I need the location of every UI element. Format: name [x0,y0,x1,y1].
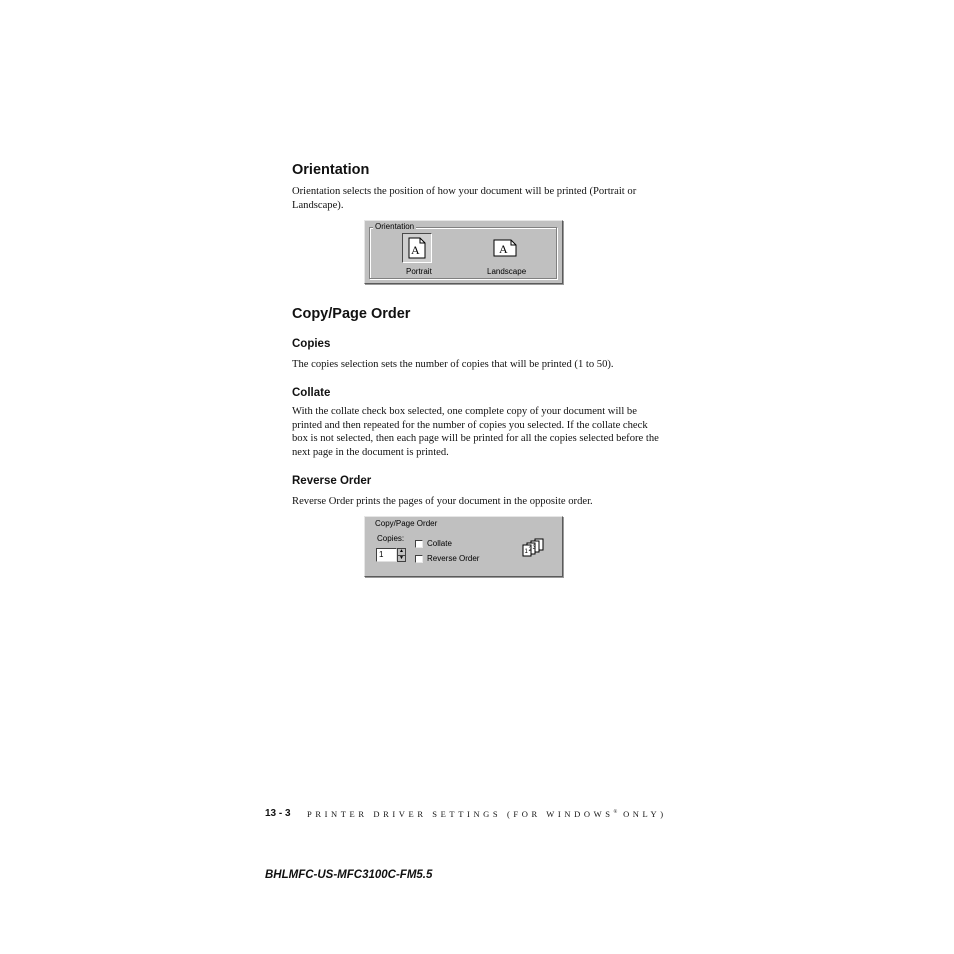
orientation-group-label: Orientation [375,222,415,231]
subheading-reverse-order: Reverse Order [292,475,372,487]
orientation-dialog [364,220,563,284]
subheading-collate: Collate [292,387,331,399]
copies-input[interactable]: 1 [376,548,397,562]
copy-page-order-group-label: Copy/Page Order [375,519,438,528]
subheading-copies: Copies [292,338,331,350]
collate-label: Collate [427,539,452,548]
chapter-title-text: PRINTER DRIVER SETTINGS (FOR WINDOWS [307,809,614,819]
svg-text:1: 1 [524,549,528,555]
chapter-title [307,809,667,819]
collate-description: With the collate check box selected, one complete copy of your document will be printed and then repeated for the number of copies you selected. If the collate check box is not selected, then each page will be printed for all the copies selected before the next page in the document is printed. [292,406,659,458]
portrait-page-icon [408,237,426,259]
svg-text:A: A [499,242,508,256]
chapter-title-end: ONLY) [617,809,667,819]
reverse-order-checkbox[interactable] [415,555,423,563]
page-number: 13 - 3 [265,808,291,819]
spinner-down-arrow-icon[interactable]: ▼ [399,554,404,561]
reverse-order-description: Reverse Order prints the pages of your document in the opposite order. [292,496,593,507]
svg-text:A: A [411,243,420,257]
orientation-description: Orientation selects the position of how your document will be printed (Portrait or Landscape). [292,186,637,211]
copies-spinner[interactable] [397,548,406,562]
section-heading-copy-page-order: Copy/Page Order [292,306,411,322]
copies-label: Copies: [377,534,405,543]
landscape-page-icon [493,239,517,257]
portrait-button[interactable] [402,233,432,263]
copy-page-order-dialog [364,516,563,577]
landscape-label: Landscape [487,267,527,276]
orientation-groupbox [369,227,557,279]
collated-pages-icon [521,538,545,558]
registered-mark: ® [613,810,618,815]
landscape-button[interactable] [490,233,520,263]
portrait-label: Portrait [406,267,432,276]
document-code: BHLMFC-US-MFC3100C-FM5.5 [265,869,433,881]
spinner-up-arrow-icon[interactable]: ▲ [399,548,404,555]
collate-checkbox[interactable] [415,540,423,548]
svg-text:3: 3 [532,545,536,551]
copies-description: The copies selection sets the number of copies that will be printed (1 to 50). [292,359,614,370]
reverse-order-label: Reverse Order [427,554,480,563]
svg-text:2: 2 [528,547,532,553]
section-heading-orientation: Orientation [292,162,370,178]
